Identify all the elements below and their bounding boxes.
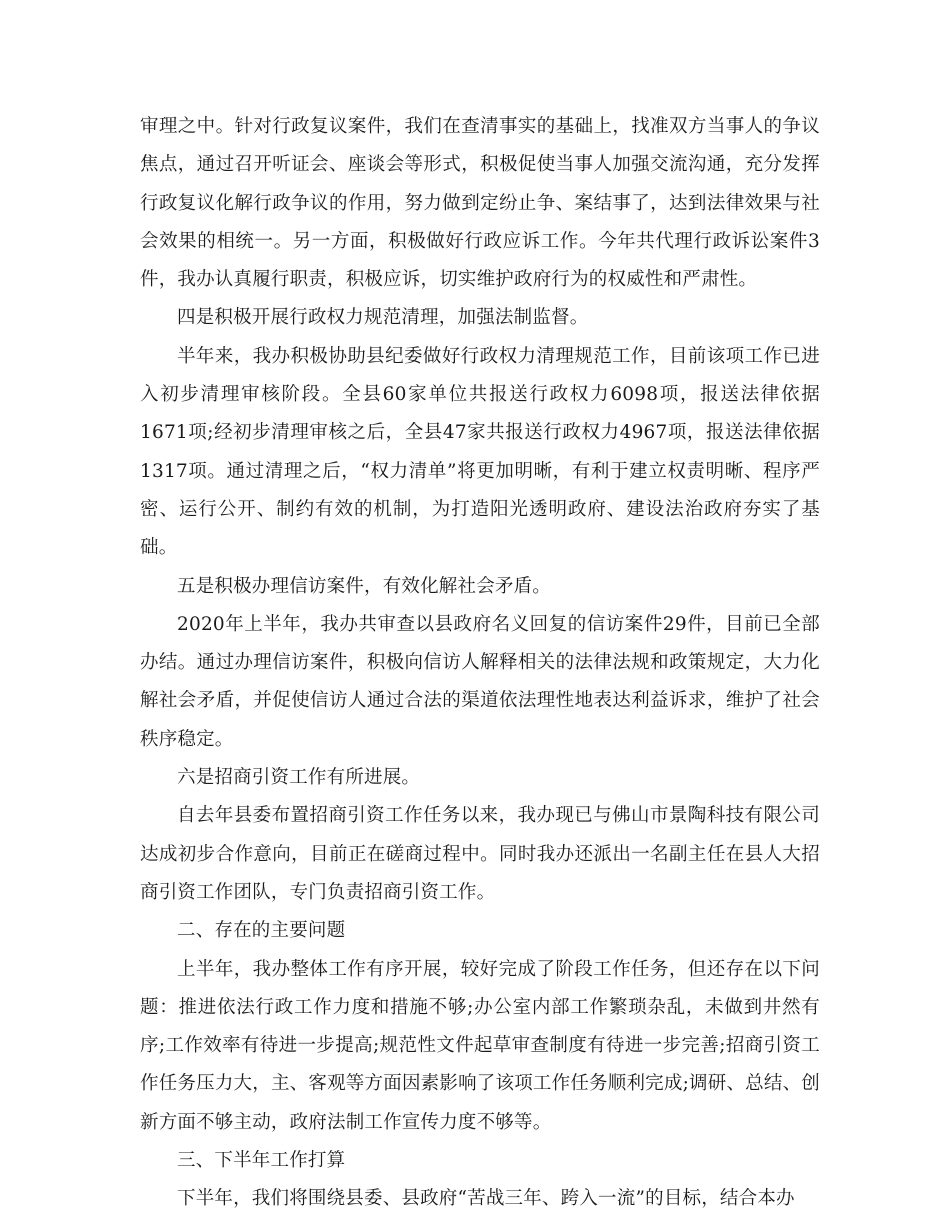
- section-heading-plans: 三、下半年工作打算: [177, 1150, 346, 1172]
- paragraph-problems: 上半年，我办整体工作有序开展，较好完成了阶段工作任务，但还存在以下问题：推进依法行政工作力度和措施不够;办公室内部工作繁琐杂乱，未做到井然有序;工作效率有待进一步提高;规范性文件起草审查制度有待进一步完善;招商引资工作任务压力大，主、客观等方面因素影响了该项工作任务顺利完成;调研、总结、创新方面不够主动，政府法制工作宣传力度不够等。: [140, 958, 820, 1133]
- paragraph-petition: 2020年上半年，我办共审查以县政府名义回复的信访案件29件，目前已全部办结。通过办理信访案件，积极向信访人解释相关的法律法规和政策规定，大力化解社会矛盾，并促使信访人通过合法的渠道依法理性地表达利益诉求，维护了社会秩序稳定。: [140, 613, 820, 750]
- paragraph-plans: 下半年，我们将围绕县委、县政府“苦战三年、跨入一流”的目标，结合本办: [177, 1188, 795, 1210]
- paragraph-investment: 自去年县委布置招商引资工作任务以来，我办现已与佛山市景陶科技有限公司达成初步合作意向，目前正在磋商过程中。同时我办还派出一名副主任在县人大招商引资工作团队，专门负责招商引资工作。: [140, 805, 820, 903]
- paragraph-power-review: 半年来，我办积极协助县纪委做好行政权力清理规范工作，目前该项工作已进入初步清理审核阶段。全县60家单位共报送行政权力6098项，报送法律依据1671项;经初步清理审核之后，全县47家共报送行政权力4967项，报送法律依据1317项。通过清理之后，“权力清单”将更加明晰，有利于建立权责明晰、程序严密、运行公开、制约有效的机制，为打造阳光透明政府、建设法治政府夯实了基础。: [140, 345, 820, 559]
- paragraph-continuation: 审理之中。针对行政复议案件，我们在查清事实的基础上，找准双方当事人的争议焦点，通过召开听证会、座谈会等形式，积极促使当事人加强交流沟通，充分发挥行政复议化解行政争议的作用，努力做到定纷止争、案结事了，达到法律效果与社会效果的相统一。另一方面，积极做好行政应诉工作。今年共代理行政诉讼案件3件，我办认真履行职责，积极应诉，切实维护政府行为的权威性和严肃性。: [140, 116, 820, 291]
- section-heading-petition: 五是积极办理信访案件，有效化解社会矛盾。: [177, 575, 552, 597]
- document-body: [140, 108, 820, 1219]
- section-heading-power-review: 四是积极开展行政权力规范清理，加强法制监督。: [177, 307, 589, 329]
- section-heading-problems: 二、存在的主要问题: [177, 920, 346, 942]
- section-heading-investment: 六是招商引资工作有所进展。: [177, 767, 421, 789]
